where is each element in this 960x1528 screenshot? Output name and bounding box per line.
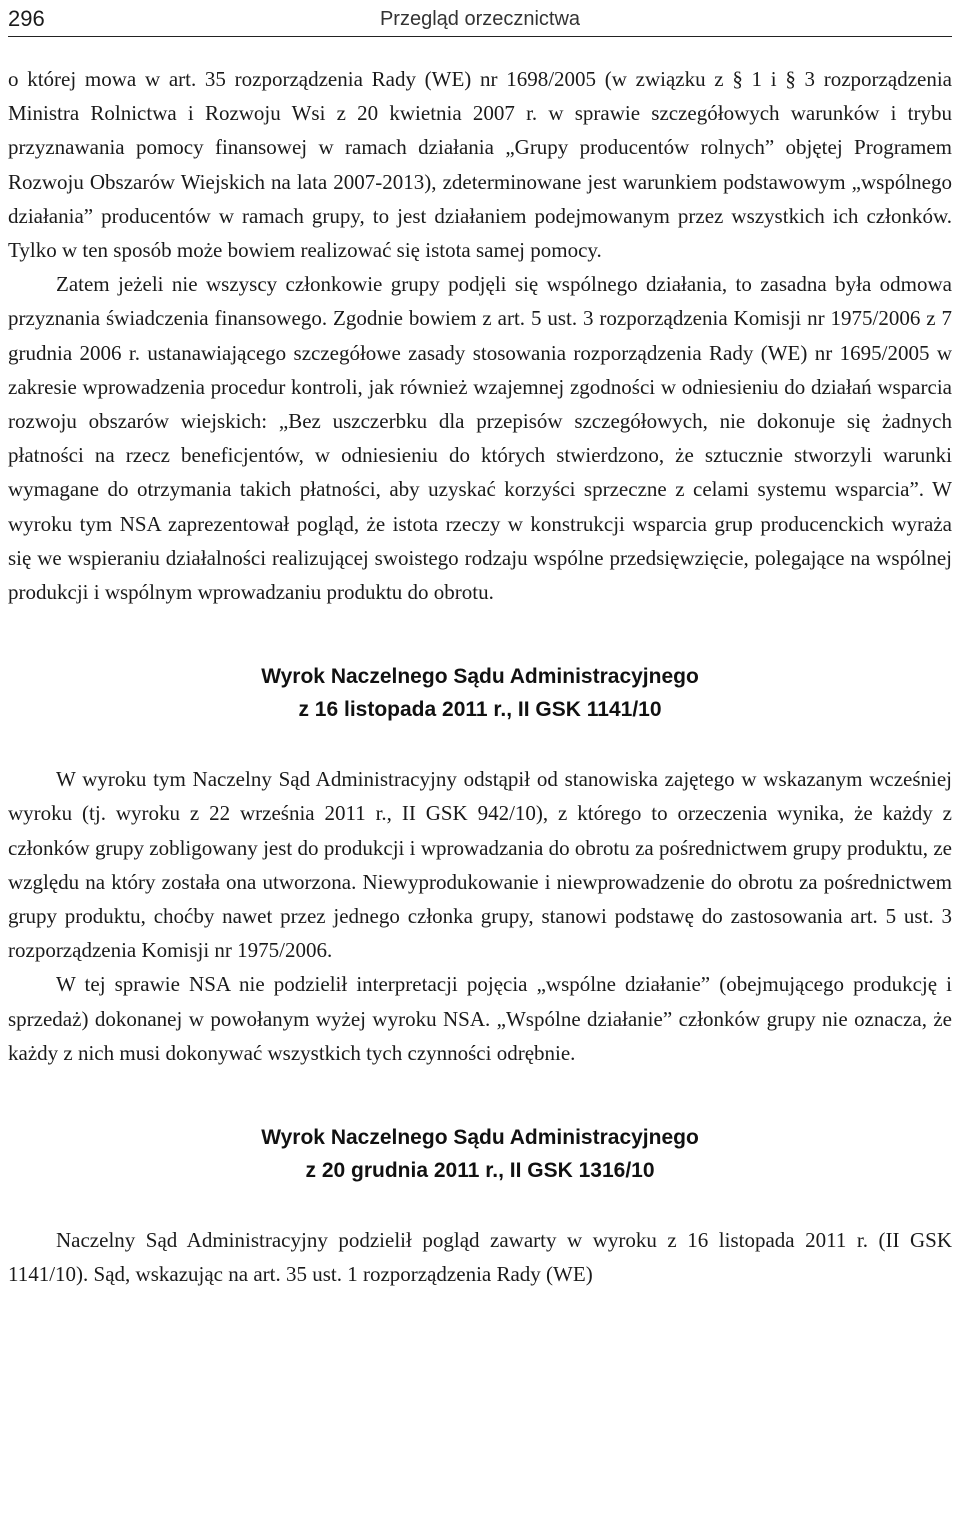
section-heading-2-line-2: z 20 grudnia 2011 r., II GSK 1316/10 (305, 1159, 655, 1183)
running-title: Przegląd orzecznictwa (379, 8, 581, 30)
paragraph-3: W wyroku tym Naczelny Sąd Administracyjny odstąpił od stanowiska zajętego w wskazanym wcześniej wyroku (tj. wyroku z 22 września 2011 r., II GSK 942/10), z którego to orzeczenia wynika, że każdy z członków grupy zobligowany jest do produkcji i wprowadzania do obrotu za pośrednictwem grupy produktu, ze względu na który została ona utworzona. Niewyprodukowanie i niewprowadzenie do obrotu za pośrednictwem grupy produktu, choćby nawet przez jednego członka grupy, stanowi podstawę do zastosowania art. 5 ust. 3 rozporządzenia Komisji nr 1975/2006. (8, 767, 952, 963)
page-header (8, 0, 952, 37)
section-heading-1-line-2: z 16 listopada 2011 r., II GSK 1141/10 (298, 698, 662, 722)
page-number: 296 (8, 6, 45, 31)
paragraph-1: o której mowa w art. 35 rozporządzenia Rady (WE) nr 1698/2005 (w związku z § 1 i § 3 rozporządzenia Ministra Rolnictwa i Rozwoju Wsi z 20 kwietnia 2007 r. w sprawie szczegółowych warunków i trybu przyznawania pomocy finansowej w ramach działania „Grupy producentów rolnych” objętej Programem Rozwoju Obszarów Wiejskich na lata 2007-2013), zdeterminowane jest warunkiem podstawowym „wspólnego działania” producentów w ramach grupy, to jest działaniem podejmowanym przez wszystkich ich członków. Tylko w ten sposób może bowiem realizować się istota samej pomocy. (8, 67, 952, 263)
spacer (8, 1070, 952, 1121)
spacer (8, 1187, 952, 1223)
spacer (8, 726, 952, 762)
section-heading-1-line-1: Wyrok Naczelnego Sądu Administracyjnego (261, 665, 699, 689)
paragraph-2: Zatem jeżeli nie wszyscy członkowie grupy podjęli się wspólnego działania, to zasadna była odmowa przyznania świadczenia finansowego. Zgodnie bowiem z art. 5 ust. 3 rozporządzenia Komisji nr 1975/2006 z 7 grudnia 2006 r. ustanawiającego szczegółowe zasady stosowania rozporządzenia Rady (WE) nr 1695/2005 w zakresie wprowadzenia procedur kontroli, jak również wzajemnej zgodności w odniesieniu do działań wsparcia rozwoju obszarów wiejskich: „Bez uszczerbku dla przepisów szczegółowych, nie dokonuje się żadnych płatności na rzecz beneficjentów, w odniesieniu do których stwierdzono, że sztucznie stworzyli warunki wymagane do otrzymania takich płatności, aby uzyskać korzyści sprzeczne z celami systemu wsparcia”. W wyroku tym NSA zaprezentował pogląd, że istota rzeczy w konstrukcji wsparcia grup producenckich wyraża się we wspieraniu działalności realizującej swoistego rodzaju wspólne przedsięwzięcie, polegające na wspólnej produkcji i wspólnym wprowadzaniu produktu do obrotu. (8, 272, 952, 605)
section-heading-2-line-1: Wyrok Naczelnego Sądu Administracyjnego (261, 1126, 699, 1150)
paragraph-4: W tej sprawie NSA nie podzielił interpretacji pojęcia „wspólne działanie” (obejmującego produkcję i sprzedaż) dokonanej w powołanym wyżej wyroku NSA. „Wspólne działanie” członków grupy nie oznacza, że każdy z nich musi dokonywać wszystkich tych czynności odrębnie. (8, 972, 952, 1065)
body-text (8, 62, 952, 1291)
spacer (8, 609, 952, 660)
paragraph-5: Naczelny Sąd Administracyjny podzielił pogląd zawarty w wyroku z 16 listopada 2011 r. (II GSK 1141/10). Sąd, wskazując na art. 35 ust. 1 rozporządzenia Rady (WE) (8, 1228, 952, 1287)
